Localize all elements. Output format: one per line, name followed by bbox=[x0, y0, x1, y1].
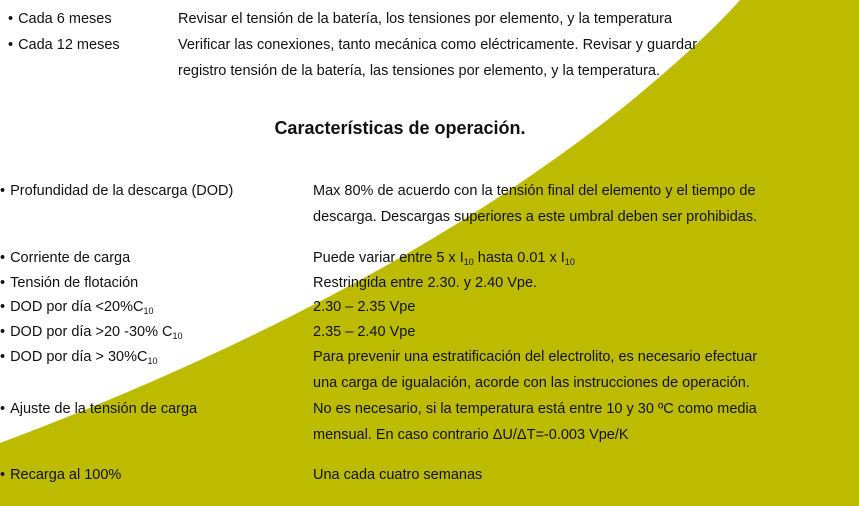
value-dod-lt20: 2.30 – 2.35 Vpe bbox=[313, 299, 416, 315]
section-title: Características de operación. bbox=[274, 118, 526, 138]
label-charge-current: • Corriente de carga bbox=[0, 250, 130, 267]
maintenance-text-12m-line1: Verificar las conexiones, tanto mecánica como eléctricamente. Revisar y guardar bbox=[178, 37, 698, 53]
maintenance-text-6m: Revisar el tensión de la batería, los tensiones por elemento, y la temperatura bbox=[178, 11, 673, 27]
value-dod-gt30-line1: Para prevenir una estratificación del electrolito, es necesario efectuar bbox=[313, 349, 758, 365]
value-dod-line2: descarga. Descargas superiores a este umbral deben ser prohibidas. bbox=[313, 209, 758, 225]
label-dod-gt30: • DOD por día > $30\%C_{10}$ bbox=[0, 349, 158, 366]
value-recharge: Una cada cuatro semanas bbox=[313, 467, 483, 483]
label-charge-adjust: • Ajuste de la tensión de carga bbox=[0, 401, 197, 418]
value-float-voltage: Restringida entre 2.30. y 2.40 Vpe. bbox=[313, 275, 538, 291]
value-dod-gt30-line2: una carga de igualación, acorde con las instrucciones de operación. bbox=[313, 375, 750, 391]
value-dod-line1: Max 80% de acuerdo con la tensión final del elemento y el tiempo de bbox=[313, 183, 756, 199]
value-dod-20-30: 2.35 – 2.40 Vpe bbox=[313, 324, 416, 340]
maintenance-period-12m: • Cada 12 meses bbox=[8, 37, 120, 54]
maintenance-text-12m-line2: registro tensión de la batería, las tensiones por elemento, y la temperatura. bbox=[178, 63, 660, 79]
label-dod-20-30: • DOD por día >20 -30% $C_{10}$ bbox=[0, 324, 183, 341]
label-recharge: • Recarga al 100% bbox=[0, 467, 121, 484]
value-charge-current: Puede variar entre 5 x $I_{10}$ hasta 0.01 x $I_{10}$ bbox=[313, 250, 575, 267]
maintenance-period-6m: • Cada 6 meses bbox=[8, 11, 112, 28]
label-float-voltage: • Tensión de flotación bbox=[0, 275, 138, 292]
label-dod-lt20: • DOD por día $<20\%C_{10}$ bbox=[0, 299, 153, 316]
label-dod: • Profundidad de la descarga (DOD) bbox=[0, 183, 233, 200]
value-charge-adjust-line2: mensual. En caso contrario ΔU/ΔT=-0.003 Vpe/K bbox=[313, 427, 629, 443]
value-charge-adjust-line1: No es necesario, si la temperatura está entre 10 y 30 ºC como media bbox=[313, 401, 757, 417]
